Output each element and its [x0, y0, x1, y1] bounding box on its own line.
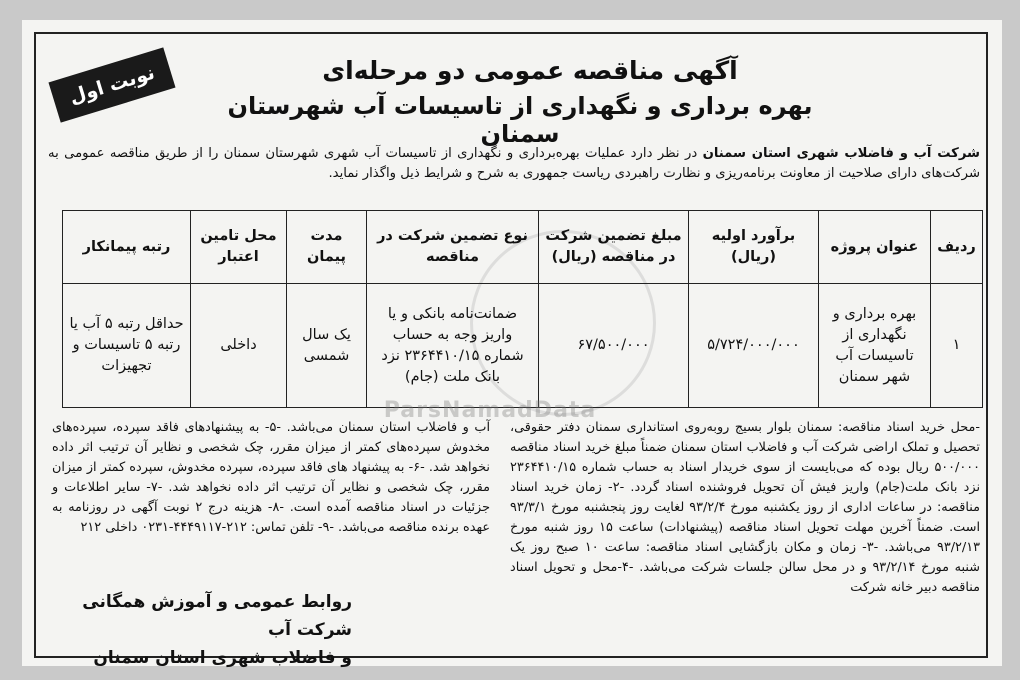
cell-guarantee-amount: ۶۷/۵۰۰/۰۰۰	[539, 284, 689, 408]
header-guarantee-type: نوع تضمین شرکت در مناقصه	[367, 211, 539, 284]
tender-table	[62, 210, 983, 408]
header-project-title: عنوان پروژه	[819, 211, 931, 284]
header-funding-source: محل تامین اعتبار	[191, 211, 287, 284]
first-notice-badge: نوبت اول	[48, 47, 175, 122]
ad-subtitle: بهره برداری و نگهداری از تاسیسات آب شهرستان سمنان	[227, 92, 813, 148]
signature-block	[52, 588, 352, 672]
watermark-text: ParsNamadData	[383, 398, 597, 423]
header-guarantee-amount: مبلغ تضمین شرکت در مناقصه (ریال)	[539, 211, 689, 284]
header-row-number: ردیف	[931, 211, 983, 284]
cell-row-number: ۱	[931, 284, 983, 408]
conditions-right-column: -محل خرید اسناد مناقصه: سمنان بلوار بسیج روبه‌روی استانداری سمنان دفتر حقوقی، تحصیل و تملک اراضی شرکت آب و فاضلاب استان سمنان ضمناً مبلغ خرید اسناد مناقصه ۵۰۰/۰۰۰ ریال بوده که می‌بایست از سوی خریدار اسناد به حساب شماره ۲۳۶۴۴۱۰/۱۵ نزد بانک ملت(جام) واریز فیش آن تحویل فروشنده اسناد گردد. -۲- زمان خرید اسناد مناقصه: در ساعات اداری از روز یکشنبه مورخ ۹۳/۲/۴ لغایت روز پنجشنبه مورخ ۹۳/۳/۱ است. ضمناً آخرین مهلت تحویل اسناد مناقصه (پیشنهادات) ساعت ۱۵ روز شنبه مورخ ۹۳/۲/۱۳ می‌باشد. -۳- زمان و مکان بازگشایی اسناد مناقصه: ساعت ۱۰ صبح روز یک شنبه مورخ ۹۳/۲/۱۴ و در محل سالن جلسات شرکت می‌باشد. -۴-محل و تحویل اسناد مناقصه دبیر خانه شرکت	[510, 420, 981, 595]
header-contract-duration: مدت پیمان	[287, 211, 367, 284]
table-header-row	[63, 211, 983, 284]
cell-contractor-rank: حداقل رتبه ۵ آب یا رتبه ۵ تاسیسات و تجهیزات	[63, 284, 191, 408]
ad-title: آگهی مناقصه عمومی دو مرحله‌ای	[322, 56, 738, 85]
cell-initial-estimate: ۵/۷۲۴/۰۰۰/۰۰۰	[689, 284, 819, 408]
intro-text: در نظر دارد عملیات بهره‌برداری و نگهداری از تاسیسات آب شهری شهرستان سمنان را از طریق مناقصه عمومی به شرکت‌های دارای صلاحیت از معاونت برنامه‌ریزی و نظارت راهبردی ریاست جمهوری به شرح و شرایط ذیل واگذار نماید.	[48, 146, 980, 181]
company-name: شرکت آب و فاضلاب شهری استان سمنان	[702, 146, 980, 161]
header-contractor-rank: رتبه پیمانکار	[63, 211, 191, 284]
signature-line-2: و فاضلاب شهری استان سمنان	[93, 648, 352, 668]
cell-guarantee-type: ضمانت‌نامه بانکی و یا واریز وجه به حساب شماره ۲۳۶۴۴۱۰/۱۵ نزد بانک ملت (جام)	[367, 284, 539, 408]
table-row	[63, 284, 983, 408]
cell-funding-source: داخلی	[191, 284, 287, 408]
signature-line-1: روابط عمومی و آموزش همگانی شرکت آب	[82, 592, 352, 640]
header-initial-estimate: برآورد اولیه (ریال)	[689, 211, 819, 284]
cell-project-title: بهره برداری و نگهداری از تاسیسات آب شهر سمنان	[819, 284, 931, 408]
intro-paragraph	[48, 144, 980, 184]
conditions-left-column: آب و فاضلاب استان سمنان می‌باشد. -۵- به پیشنهادهای فاقد سپرده، سپرده‌های مخدوش سپرده‌های کمتر از میزان مقرر، چک شخصی و نظایر آن ترتیب اثر داده نخواهد شد. -۶- به پیشنهاد های فاقد سپرده، سپرده مخدوش، سپرده کمتر از میزان مقرر، چک شخصی و نظایر آن ترتیب اثر داده نخواهد شد. -۷- سایر اطلاعات و جزئیات در اسناد مناقصه آمده است. -۸- هزینه درج ۲ نوبت آگهی در روزنامه به عهده برنده مناقصه می‌باشد. -۹- تلفن تماس: ۲۱۲-۴۴۴۹۱۱۷-۰۲۳۱ داخلی ۲۱۲	[52, 420, 491, 535]
cell-contract-duration: یک سال شمسی	[287, 284, 367, 408]
